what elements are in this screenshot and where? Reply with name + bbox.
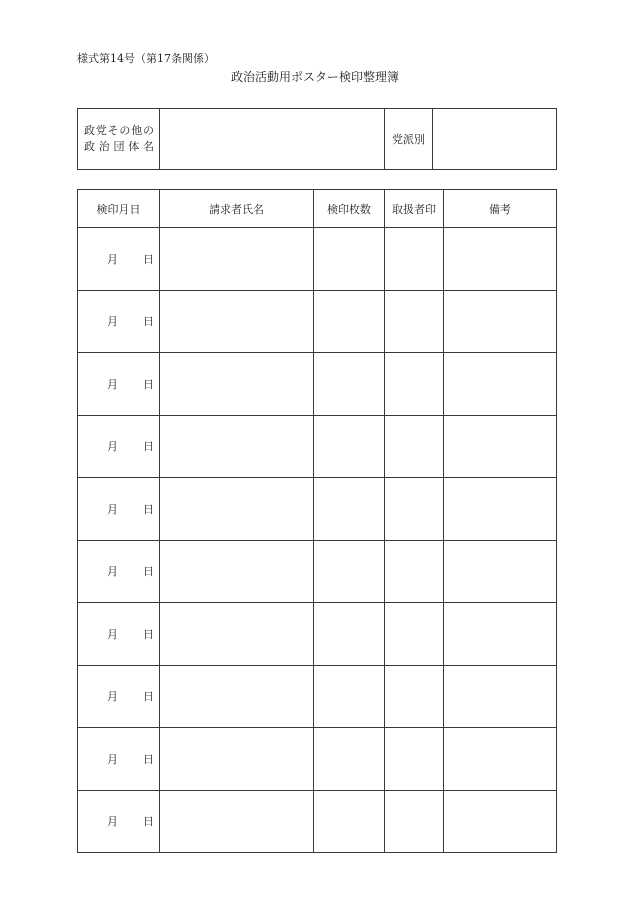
column-header-stamp-count: 検印枚数 [314,190,385,228]
remarks-cell [444,290,557,353]
requester-name-cell [160,290,314,353]
party-name-value-cell [160,109,385,170]
stamp-date-cell [78,228,160,291]
day-label: 日 [143,565,154,579]
handler-seal-cell [385,228,444,291]
month-label: 月 [107,815,118,829]
register-row [78,665,557,728]
requester-name-cell [160,228,314,291]
month-label: 月 [107,690,118,704]
month-label: 月 [107,315,118,329]
day-label: 日 [143,502,154,516]
month-label: 月 [107,440,118,454]
day-label: 日 [143,815,154,829]
handler-seal-cell [385,415,444,478]
stamp-count-cell [314,540,385,603]
remarks-cell [444,665,557,728]
column-header-remarks: 備考 [444,190,557,228]
handler-seal-cell [385,290,444,353]
handler-seal-cell [385,665,444,728]
register-row [78,478,557,541]
register-row [78,353,557,416]
remarks-cell [444,415,557,478]
day-label: 日 [143,440,154,454]
stamp-count-cell [314,478,385,541]
remarks-cell [444,790,557,853]
register-row [78,728,557,791]
register-row [78,228,557,291]
stamp-date-cell [78,540,160,603]
day-label: 日 [143,690,154,704]
party-name-label-line1: 政党その他の [84,124,154,137]
stamp-date-cell [78,665,160,728]
month-label: 月 [107,377,118,391]
handler-seal-cell [385,728,444,791]
party-name-label-cell [78,109,160,170]
month-label: 月 [107,565,118,579]
handler-seal-cell [385,603,444,666]
requester-name-cell [160,540,314,603]
day-label: 日 [143,377,154,391]
register-body [78,228,557,853]
register-row [78,415,557,478]
stamp-date-cell [78,415,160,478]
stamp-register-table [77,189,557,853]
stamp-date-cell [78,790,160,853]
requester-name-cell [160,478,314,541]
month-label: 月 [107,627,118,641]
remarks-cell [444,603,557,666]
stamp-count-cell [314,353,385,416]
stamp-count-cell [314,665,385,728]
document-title: 政治活動用ポスター検印整理簿 [230,70,399,84]
stamp-date-cell [78,290,160,353]
day-label: 日 [143,252,154,266]
stamp-date-cell [78,353,160,416]
form-number: 様式第14号（第17条関係） [77,52,215,65]
column-header-stamp-date: 検印月日 [78,190,160,228]
stamp-date-cell [78,478,160,541]
handler-seal-cell [385,540,444,603]
register-header-row [78,190,557,228]
stamp-count-cell [314,228,385,291]
requester-name-cell [160,603,314,666]
register-row [78,540,557,603]
requester-name-cell [160,728,314,791]
remarks-cell [444,728,557,791]
party-info-table [77,108,557,170]
column-header-requester-name: 請求者氏名 [160,190,314,228]
column-header-handler-seal: 取扱者印 [385,190,444,228]
stamp-count-cell [314,603,385,666]
requester-name-cell [160,415,314,478]
stamp-date-cell [78,728,160,791]
party-info-row [78,109,557,170]
month-label: 月 [107,252,118,266]
register-row [78,290,557,353]
stamp-count-cell [314,728,385,791]
day-label: 日 [143,315,154,329]
month-label: 月 [107,502,118,516]
faction-label-cell: 党派別 [385,109,433,170]
remarks-cell [444,353,557,416]
requester-name-cell [160,353,314,416]
stamp-count-cell [314,415,385,478]
handler-seal-cell [385,790,444,853]
party-name-label-line2: 政治団体名 [84,140,154,153]
remarks-cell [444,228,557,291]
faction-value-cell [433,109,557,170]
remarks-cell [444,540,557,603]
register-row [78,790,557,853]
handler-seal-cell [385,353,444,416]
remarks-cell [444,478,557,541]
requester-name-cell [160,665,314,728]
month-label: 月 [107,752,118,766]
requester-name-cell [160,790,314,853]
stamp-date-cell [78,603,160,666]
stamp-count-cell [314,290,385,353]
handler-seal-cell [385,478,444,541]
day-label: 日 [143,627,154,641]
register-row [78,603,557,666]
day-label: 日 [143,752,154,766]
stamp-count-cell [314,790,385,853]
